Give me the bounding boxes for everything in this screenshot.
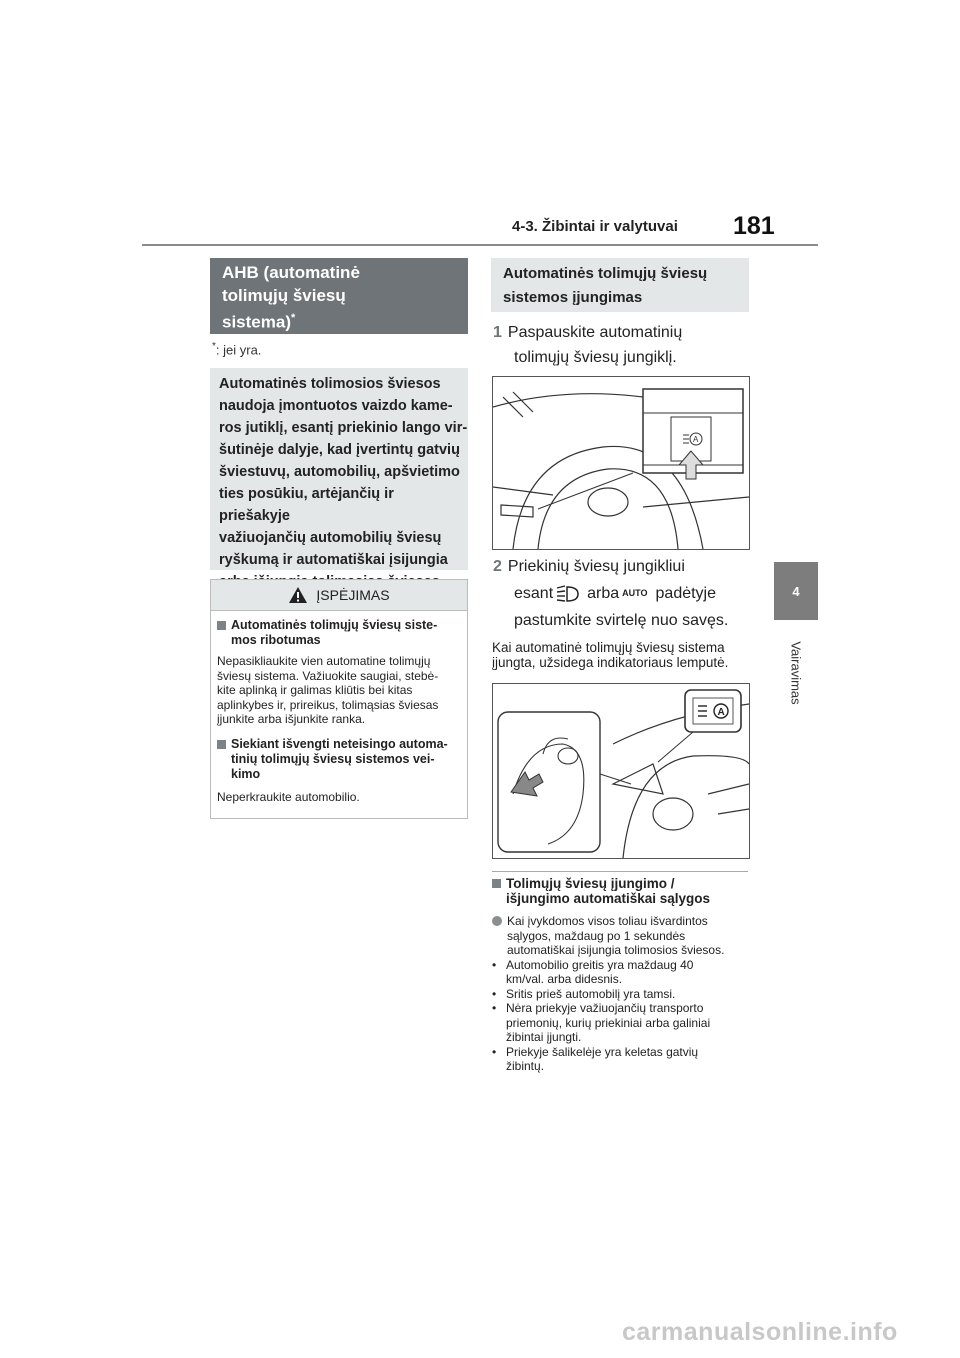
step-2-post: padėtyje (655, 585, 717, 602)
condition-line: Sritis prieš automobilį yra tamsi. (506, 986, 676, 1001)
conditions-list (492, 914, 752, 1074)
step-2-pre: esant (514, 585, 554, 602)
square-bullet-icon (217, 621, 226, 630)
conditions-heading (492, 876, 710, 906)
bullet-dot: • (492, 957, 497, 972)
bullet-dot: • (492, 1001, 497, 1015)
auto-label: AUTO (622, 588, 648, 598)
warning-triangle-icon (288, 586, 308, 604)
warning-item2-title: Siekiant išvengti neteisingo automa- (231, 736, 448, 751)
bullet-dot: • (492, 986, 497, 1001)
ahb-heading-asterisk: * (290, 312, 296, 324)
conditions-intro: sąlygos, maždaug po 1 sekundės (507, 928, 686, 943)
condition-line: km/val. arba didesnis. (506, 972, 623, 986)
step-1-line: Paspauskite automatinių (507, 324, 683, 341)
condition-line: žibintai įjungti. (506, 1030, 582, 1044)
circle-bullet-icon (492, 916, 502, 926)
figure-switch-location (492, 376, 750, 550)
lever-illustration (493, 684, 749, 858)
warning-item1-body: Nepasikliaukite vien automatine tolimųjų (217, 654, 431, 668)
intro-line: šviestuvų, automobilių, apšvietimo (219, 464, 460, 480)
warning-box (210, 579, 468, 819)
warning-title: ĮSPĖJIMAS (316, 587, 390, 603)
step-2-mid: arba (587, 585, 620, 602)
condition-line: Automobilio greitis yra maždaug 40 (506, 957, 694, 972)
page-number: 181 (733, 212, 775, 240)
footnote-mark: * (212, 341, 216, 352)
ahb-heading-line1: AHB (automatinė (222, 263, 360, 282)
headlight-icon (555, 583, 581, 605)
square-bullet-icon (492, 879, 501, 888)
condition-line: Nėra priekyje važiuojančių transporto (506, 1001, 704, 1015)
step-2-line1: Priekinių šviesų jungikliui (507, 558, 685, 575)
conditions-intro: automatiškai įsijungia tolimosios šviesos. (507, 943, 725, 957)
intro-line: ros jutiklį, esantį priekinio lango vir- (219, 420, 468, 436)
chapter-name: Vairavimas (788, 641, 804, 705)
condition-line: žibintų. (506, 1059, 545, 1073)
activation-heading (491, 258, 749, 312)
header-divider (142, 244, 818, 246)
intro-line: Automatinės tolimosios šviesos (219, 376, 441, 392)
chapter-number: 4 (792, 583, 800, 599)
indicator-note (492, 640, 728, 670)
section-title: 4-3. Žibintai ir valytuvai (512, 218, 678, 235)
bullet-dot: • (492, 1044, 497, 1059)
step-1 (493, 320, 682, 370)
condition-line: Priekyje šalikelėje yra keletas gatvių (506, 1044, 699, 1059)
conditions-divider (492, 871, 748, 872)
warning-header (211, 580, 467, 611)
dashboard-illustration (493, 377, 749, 549)
intro-line: šutinėje dalyje, kad įvertintų gatvių (219, 442, 460, 458)
ahb-heading (210, 258, 468, 334)
warning-item1-body: kite aplinką ir galimas kliūtis bei kitas (217, 683, 413, 697)
intro-line: ties posūkiu, artėjančių ir priešakyje (219, 486, 394, 524)
footnote-text: : jei yra. (215, 342, 262, 358)
conditions-title: išjungimo automatiškai sąlygos (506, 891, 711, 906)
step-2-line3: pastumkite svirtelę nuo savęs. (514, 612, 729, 629)
step-1-number: 1 (493, 324, 502, 341)
warning-item1-body: aplinkybes ir, prireikus, tolimąsias šviesas (217, 697, 439, 712)
square-bullet-icon (217, 740, 226, 749)
warning-item1-body: įjunkite arba išjunkite ranka. (217, 712, 366, 726)
svg-text:A: A (717, 707, 725, 718)
warning-item1-body: šviesų sistema. Važiuokite saugiai, stebė- (217, 668, 439, 683)
chapter-name-wrap (776, 628, 816, 718)
intro-line: važiuojančių automobilių šviesų (219, 530, 442, 546)
warning-item2-title: tinių tolimųjų šviesų sistemos vei- (231, 751, 435, 766)
svg-text:A: A (693, 435, 699, 444)
intro-line: naudoja įmontuotos vaizdo kame- (219, 398, 453, 414)
step-2 (493, 553, 728, 634)
condition-line: priemonių, kurių priekiniai arba galiniai (506, 1015, 711, 1030)
warning-item2-title: kimo (231, 766, 261, 781)
footnote (212, 341, 261, 357)
figure-lever-push (492, 683, 750, 859)
intro-line: ryškumą ir automatiškai įsijungia (219, 552, 448, 568)
activation-heading-line1: Automatinės tolimųjų šviesų (503, 265, 708, 282)
note-line: Kai automatinė tolimųjų šviesų sistema (492, 640, 725, 655)
watermark: carmanualsonline.info (622, 1318, 898, 1346)
conditions-title: Tolimųjų šviesų įjungimo / (506, 876, 675, 891)
warning-item2-body: Neperkraukite automobilio. (217, 789, 360, 804)
warning-item1-title: Automatinės tolimųjų šviesų siste- (231, 618, 438, 632)
ahb-heading-line3: sistema) (222, 312, 291, 332)
step-1-line: tolimųjų šviesų jungiklį. (514, 349, 677, 366)
intro-box (210, 368, 468, 570)
chapter-tab (774, 562, 818, 620)
note-line: įjungta, užsidega indikatoriaus lemputė. (492, 655, 729, 670)
warning-item1-title: mos ribotumas (231, 633, 321, 647)
activation-heading-line2: sistemos įjungimas (503, 289, 643, 306)
conditions-intro: Kai įvykdomos visos toliau išvardintos (507, 914, 708, 928)
step-2-number: 2 (493, 558, 502, 575)
ahb-heading-line2: tolimųjų šviesų (222, 286, 346, 305)
